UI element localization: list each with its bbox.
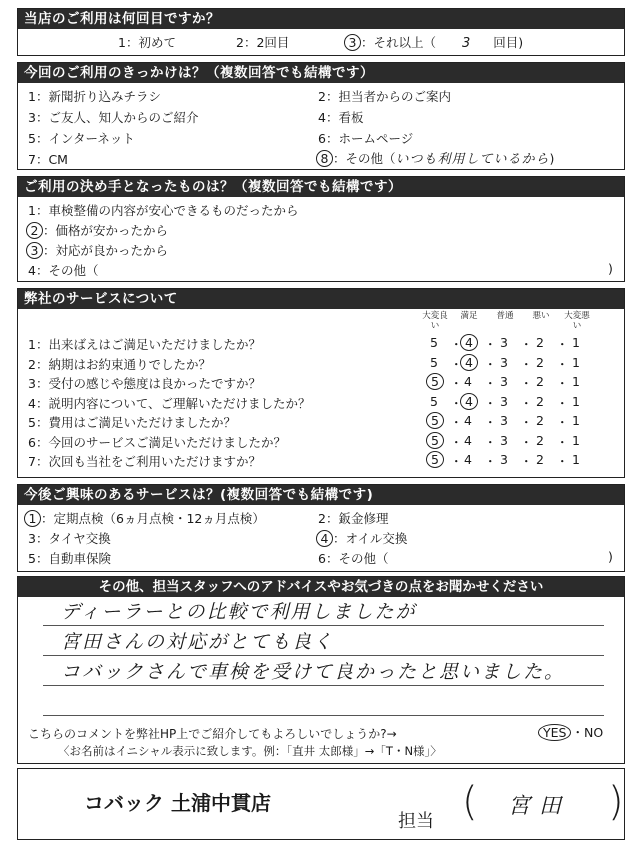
- visit-opt-suffix: 回目): [493, 35, 524, 50]
- rating-option-1[interactable]: 1: [572, 393, 580, 409]
- comment-handwritten: コバックさんで車検を受けて良かったと思いました。: [61, 661, 566, 683]
- visit-count-section: [17, 8, 625, 56]
- rating-separator: ・: [520, 356, 533, 372]
- rating-option-5[interactable]: 5: [426, 451, 444, 468]
- selected-circle: 4: [316, 530, 333, 547]
- comment-handwritten: ディーラーとの比較で利用しましたが: [61, 601, 417, 623]
- consent-separator: ・: [571, 725, 584, 740]
- trigger-opt-6[interactable]: 6：ホームページ: [318, 131, 414, 146]
- visit-opt-second[interactable]: 2：2回目: [236, 35, 290, 50]
- visit-count-handwritten: 3: [462, 36, 472, 51]
- visit-opt-more[interactable]: [346, 33, 523, 51]
- rating-option-1[interactable]: 1: [572, 335, 580, 350]
- comment-section: [17, 576, 625, 764]
- trigger-opt-4[interactable]: 4：看板: [318, 110, 364, 125]
- decision-section: [17, 176, 625, 282]
- rating-option-5[interactable]: 5: [430, 335, 438, 350]
- comment-line[interactable]: [43, 657, 604, 686]
- rating-separator: ・: [556, 454, 569, 469]
- rating-question: 4：説明内容について、ご理解いただけましたか？: [28, 395, 311, 411]
- rating-question: 1：出来ばえはご満足いただけましたか？: [28, 337, 261, 352]
- rating-separator: ・: [556, 376, 569, 391]
- trigger-section: [17, 62, 625, 170]
- visit-opt-more-label: ：それ以上（: [361, 35, 437, 50]
- consent-question: こちらのコメントを弊社HP上でご紹介してもよろしいでしょうか?→: [28, 727, 397, 741]
- rating-option-3[interactable]: 3: [500, 335, 508, 350]
- interest-opt-6[interactable]: 6：その他（: [318, 551, 389, 566]
- service-rating-title: 弊社のサービスについて: [18, 289, 624, 309]
- rating-option-2[interactable]: 2: [536, 393, 544, 409]
- selected-circle: 1: [24, 510, 41, 527]
- selected-circle: 8: [316, 150, 333, 167]
- consent-choice: [538, 723, 603, 741]
- rating-option-4[interactable]: 4: [460, 393, 478, 410]
- store-footer: [17, 768, 625, 840]
- rating-separator: ・: [484, 356, 497, 372]
- paren-close: ): [549, 151, 555, 166]
- rating-head-2: 悪い: [532, 311, 550, 321]
- rating-separator: ・: [450, 376, 463, 391]
- rating-separator: ・: [556, 337, 569, 352]
- rating-separator: ・: [520, 337, 533, 352]
- comment-line[interactable]: [43, 597, 604, 626]
- interest-opt-1-label: ：定期点検（6ヵ月点検・12ヵ月点検）: [41, 511, 265, 526]
- rating-separator: ・: [484, 395, 497, 411]
- rating-option-2[interactable]: 2: [536, 354, 544, 370]
- rating-option-5[interactable]: 5: [426, 432, 444, 449]
- trigger-opt-7[interactable]: 7：CM: [28, 152, 68, 167]
- store-name: コバック 土浦中貫店: [84, 791, 271, 815]
- rating-option-5[interactable]: 5: [430, 354, 438, 370]
- interest-opt-4-label: ：オイル交換: [333, 531, 408, 546]
- interest-opt-3[interactable]: 3：タイヤ交換: [28, 531, 111, 546]
- rating-separator: ・: [520, 454, 533, 469]
- rating-separator: ・: [484, 454, 497, 469]
- rating-separator: ・: [484, 337, 497, 352]
- rating-separator: ・: [450, 337, 463, 352]
- rating-option-4[interactable]: 4: [464, 452, 472, 467]
- trigger-opt-1[interactable]: 1：新聞折り込みチラシ: [28, 89, 161, 104]
- selected-circle: 2: [26, 222, 43, 239]
- trigger-opt-5[interactable]: 5：インターネット: [28, 131, 135, 146]
- decision-opt-4[interactable]: 4：その他（: [28, 263, 99, 278]
- decision-title: ご利用の決め手となったものは？（複数回答でも結構です）: [18, 177, 624, 197]
- rating-separator: ・: [450, 356, 463, 372]
- interest-opt-5[interactable]: 5：自動車保険: [28, 551, 111, 566]
- staff-label: 担当: [398, 811, 434, 832]
- rating-separator: ・: [484, 415, 497, 430]
- rating-head-4: 満足: [460, 311, 478, 321]
- rating-option-2[interactable]: 2: [536, 374, 544, 389]
- rating-option-2[interactable]: 2: [536, 432, 544, 448]
- interest-opt-4[interactable]: [318, 529, 407, 547]
- rating-option-2[interactable]: 2: [536, 413, 544, 428]
- decision-opt-2[interactable]: [28, 221, 168, 239]
- rating-separator: ・: [450, 415, 463, 430]
- interest-title: 今後ご興味のあるサービスは？(複数回答でも結構です): [18, 485, 624, 505]
- rating-option-3[interactable]: 3: [500, 413, 508, 428]
- decision-opt-1[interactable]: 1：車検整備の内容が安心できるものだったから: [28, 203, 299, 218]
- rating-separator: ・: [484, 434, 497, 450]
- initial-note: 〈お名前はイニシャル表示に致します。例：「直井 太郎様」→「T・N様」〉: [58, 744, 442, 758]
- rating-question: 7：次回も当社をご利用いただけますか？: [28, 454, 261, 469]
- rating-option-4[interactable]: 4: [460, 354, 478, 371]
- trigger-opt-3[interactable]: 3：ご友人、知人からのご紹介: [28, 110, 199, 125]
- comment-handwritten: 宮田さんの対応がとても良く: [61, 631, 335, 653]
- paren-close: ): [608, 549, 613, 564]
- rating-question: 3：受付の感じや態度は良かったですか？: [28, 376, 261, 391]
- service-rating-section: [17, 288, 625, 478]
- comment-title: その他、担当スタッフへのアドバイスやお気づきの点をお聞かせください: [18, 577, 624, 597]
- rating-option-5[interactable]: 5: [426, 373, 444, 390]
- rating-option-2[interactable]: 2: [536, 452, 544, 467]
- interest-opt-2[interactable]: 2：鈑金修理: [318, 511, 389, 526]
- rating-option-3[interactable]: 3: [500, 374, 508, 389]
- comment-line[interactable]: [43, 687, 604, 716]
- visit-opt-first[interactable]: 1：初めて: [118, 35, 176, 50]
- rating-option-1[interactable]: 1: [572, 452, 580, 467]
- rating-option-3[interactable]: 3: [500, 432, 508, 448]
- rating-question: 6：今回のサービスご満足いただけましたか？: [28, 434, 286, 450]
- interest-section: [17, 484, 625, 572]
- rating-separator: ・: [520, 434, 533, 450]
- rating-option-4[interactable]: 4: [464, 374, 472, 389]
- rating-separator: ・: [556, 356, 569, 372]
- trigger-opt-8[interactable]: [318, 148, 554, 167]
- rating-option-3[interactable]: 3: [500, 354, 508, 370]
- rating-separator: ・: [520, 376, 533, 391]
- rating-head-1: 大変悪い: [564, 311, 590, 331]
- decision-opt-3[interactable]: [28, 241, 168, 259]
- rating-separator: ・: [484, 376, 497, 391]
- rating-option-2[interactable]: 2: [536, 335, 544, 350]
- rating-separator: ・: [556, 395, 569, 411]
- visit-count-title: 当店のご利用は何回目ですか？: [18, 9, 624, 29]
- rating-option-5[interactable]: 5: [430, 393, 438, 409]
- rating-option-4[interactable]: 4: [464, 413, 472, 428]
- rating-option-5[interactable]: 5: [426, 412, 444, 429]
- rating-option-3[interactable]: 3: [500, 452, 508, 467]
- consent-no[interactable]: NO: [583, 725, 604, 740]
- staff-name-handwritten: 宮 田: [508, 794, 562, 819]
- rating-separator: ・: [556, 415, 569, 430]
- rating-option-1[interactable]: 1: [572, 413, 580, 428]
- paren-open: (: [462, 779, 478, 825]
- paren-close: ): [608, 261, 613, 276]
- selected-circle: 3: [26, 242, 43, 259]
- trigger-opt-2[interactable]: 2：担当者からのご案内: [318, 89, 451, 104]
- trigger-other-handwritten: いつも利用しているから: [395, 152, 550, 167]
- interest-opt-1[interactable]: [26, 509, 265, 527]
- rating-option-3[interactable]: 3: [500, 393, 508, 409]
- comment-line[interactable]: [43, 627, 604, 656]
- rating-question: 2：納期はお約束通りでしたか？: [28, 356, 211, 372]
- rating-option-1[interactable]: 1: [572, 354, 580, 370]
- rating-separator: ・: [520, 415, 533, 430]
- rating-separator: ・: [450, 395, 463, 411]
- consent-yes[interactable]: YES: [538, 724, 571, 741]
- trigger-title: 今回のご利用のきっかけは？（複数回答でも結構です）: [18, 63, 624, 83]
- rating-head-3: 普通: [496, 311, 514, 321]
- rating-option-1[interactable]: 1: [572, 374, 580, 389]
- rating-option-4[interactable]: 4: [460, 334, 478, 351]
- trigger-opt-8-label: ：その他（: [333, 151, 396, 166]
- decision-opt-3-label: ：対応が良かったから: [43, 243, 169, 258]
- rating-separator: ・: [450, 434, 463, 450]
- rating-question: 5：費用はご満足いただけましたか？: [28, 415, 236, 430]
- rating-separator: ・: [556, 434, 569, 450]
- paren-close: ): [608, 779, 624, 825]
- rating-option-1[interactable]: 1: [572, 432, 580, 448]
- rating-separator: ・: [520, 395, 533, 411]
- rating-option-4[interactable]: 4: [464, 432, 472, 448]
- selected-circle: 3: [344, 34, 361, 51]
- decision-opt-2-label: ：価格が安かったから: [43, 223, 169, 238]
- rating-separator: ・: [450, 454, 463, 469]
- rating-head-5: 大変良い: [422, 311, 448, 331]
